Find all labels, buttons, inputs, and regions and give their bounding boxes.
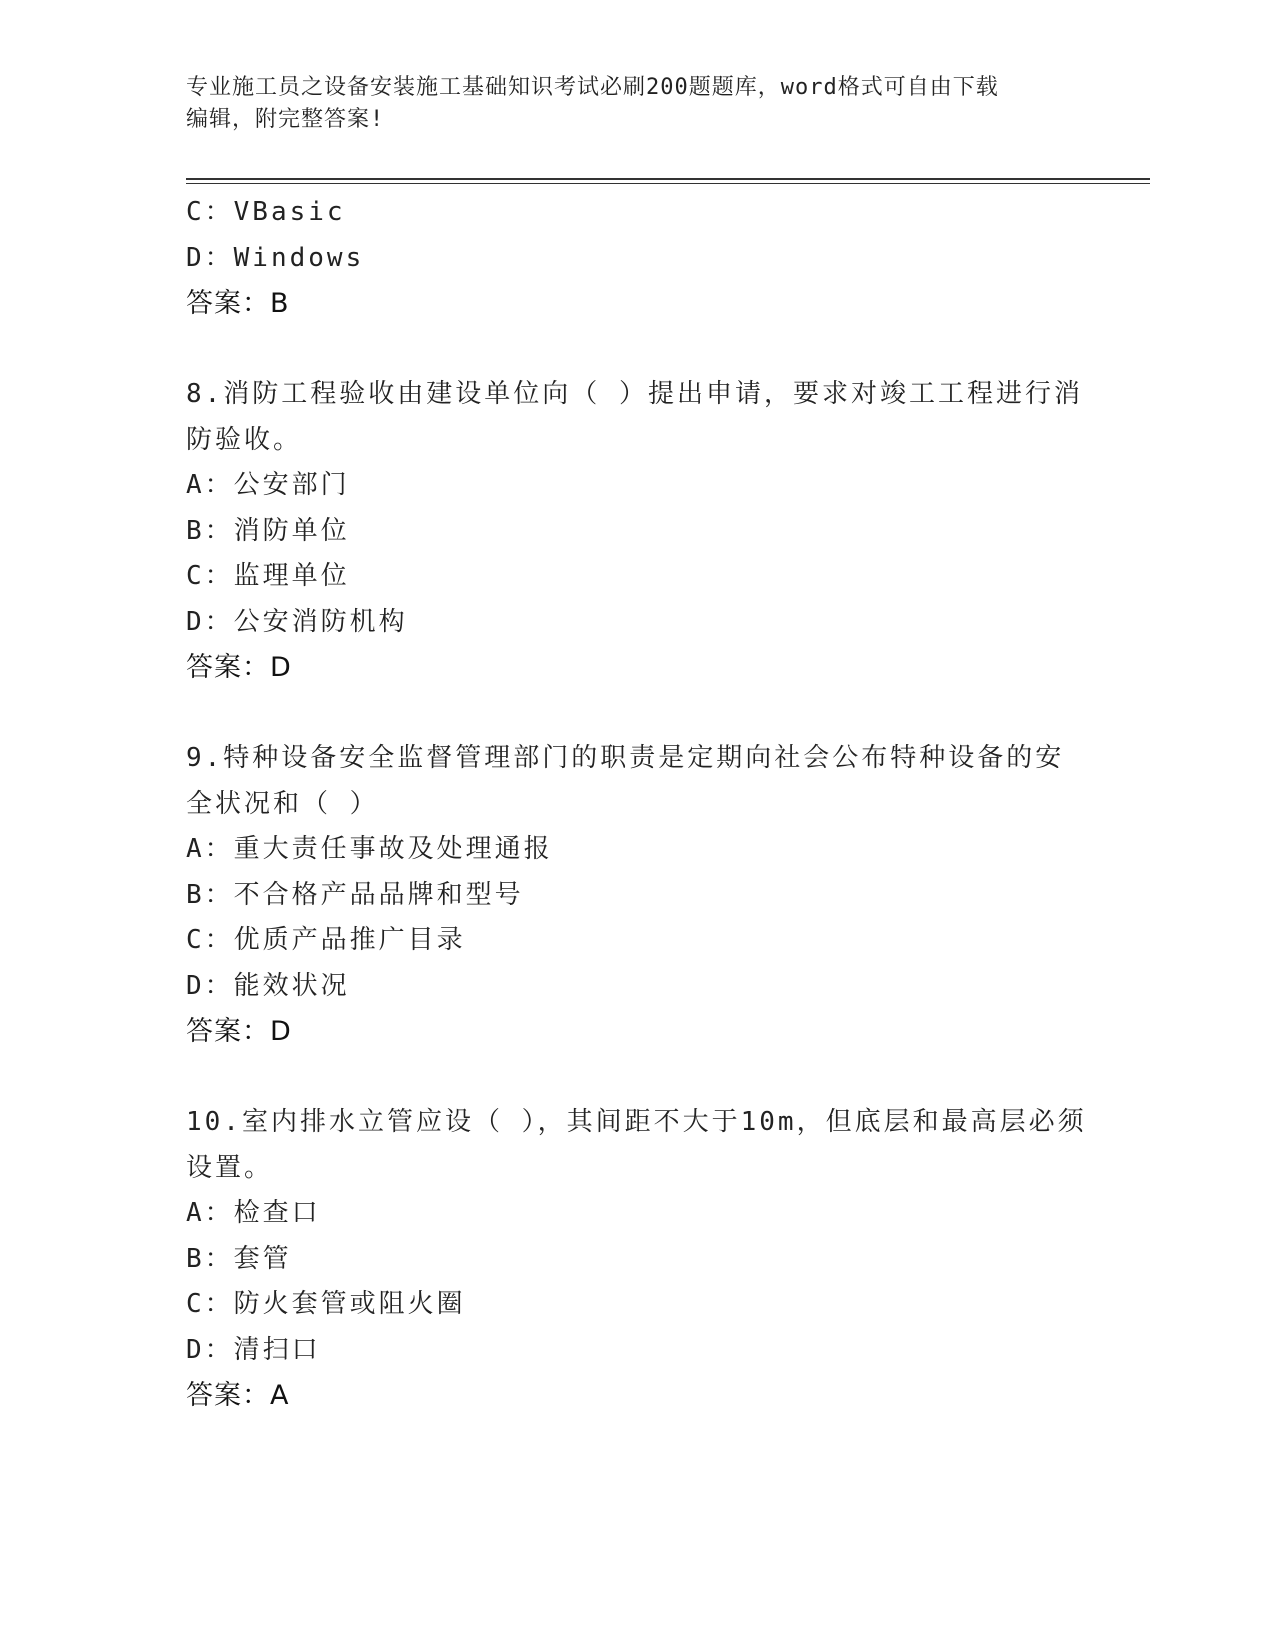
q8-option-d: D：公安消防机构	[186, 606, 408, 637]
q10-option-d: D：清扫口	[186, 1334, 321, 1365]
spacer	[186, 1055, 1106, 1101]
header-rule-thin	[186, 183, 1150, 184]
question-list	[186, 190, 1106, 1419]
q8-option-a: A：公安部门	[186, 470, 350, 500]
question-9	[186, 736, 1106, 1055]
q10-option-a: A：检查口	[186, 1198, 321, 1228]
q9-stem-line-1: 9.特种设备安全监督管理部门的职责是定期向社会公布特种设备的安	[186, 743, 1065, 773]
q9-option-d: D：能效状况	[186, 970, 350, 1001]
q9-stem-line-2: 全状况和（ ）	[186, 788, 379, 819]
q7-answer: 答案：B	[186, 288, 290, 319]
question-7-tail	[186, 190, 1106, 327]
q8-option-b: B：消防单位	[186, 515, 350, 546]
q9-option-b: B：不合格产品品牌和型号	[186, 879, 524, 910]
spacer	[186, 327, 1106, 373]
q7-option-d: D：Windows	[186, 242, 365, 273]
q7-option-c: C：VBasic	[186, 197, 346, 227]
header-line-1: 专业施工员之设备安装施工基础知识考试必刷200题题库，word格式可自由下载	[186, 75, 999, 100]
q10-stem-line-2: 设置。	[186, 1152, 274, 1183]
q10-stem-line-1: 10.室内排水立管应设（ ），其间距不大于10m，但底层和最高层必须	[186, 1107, 1087, 1137]
question-8	[186, 372, 1106, 691]
q9-option-c: C：优质产品推广目录	[186, 925, 466, 955]
q8-stem-line-1: 8.消防工程验收由建设单位向（ ）提出申请，要求对竣工工程进行消	[186, 379, 1083, 409]
q8-option-c: C：监理单位	[186, 561, 350, 591]
q9-option-a: A：重大责任事故及处理通报	[186, 834, 553, 864]
q8-stem-line-2: 防验收。	[186, 424, 303, 455]
q8-answer: 答案：D	[186, 652, 292, 683]
q10-answer: 答案：A	[186, 1380, 290, 1411]
question-10	[186, 1100, 1106, 1419]
spacer	[186, 691, 1106, 737]
q10-option-b: B：套管	[186, 1243, 292, 1274]
q9-answer: 答案：D	[186, 1016, 292, 1047]
q10-option-c: C：防火套管或阻火圈	[186, 1289, 466, 1319]
header-rule-thick	[186, 178, 1150, 180]
document-header	[186, 72, 1066, 136]
header-line-2: 编辑，附完整答案!	[186, 107, 385, 132]
